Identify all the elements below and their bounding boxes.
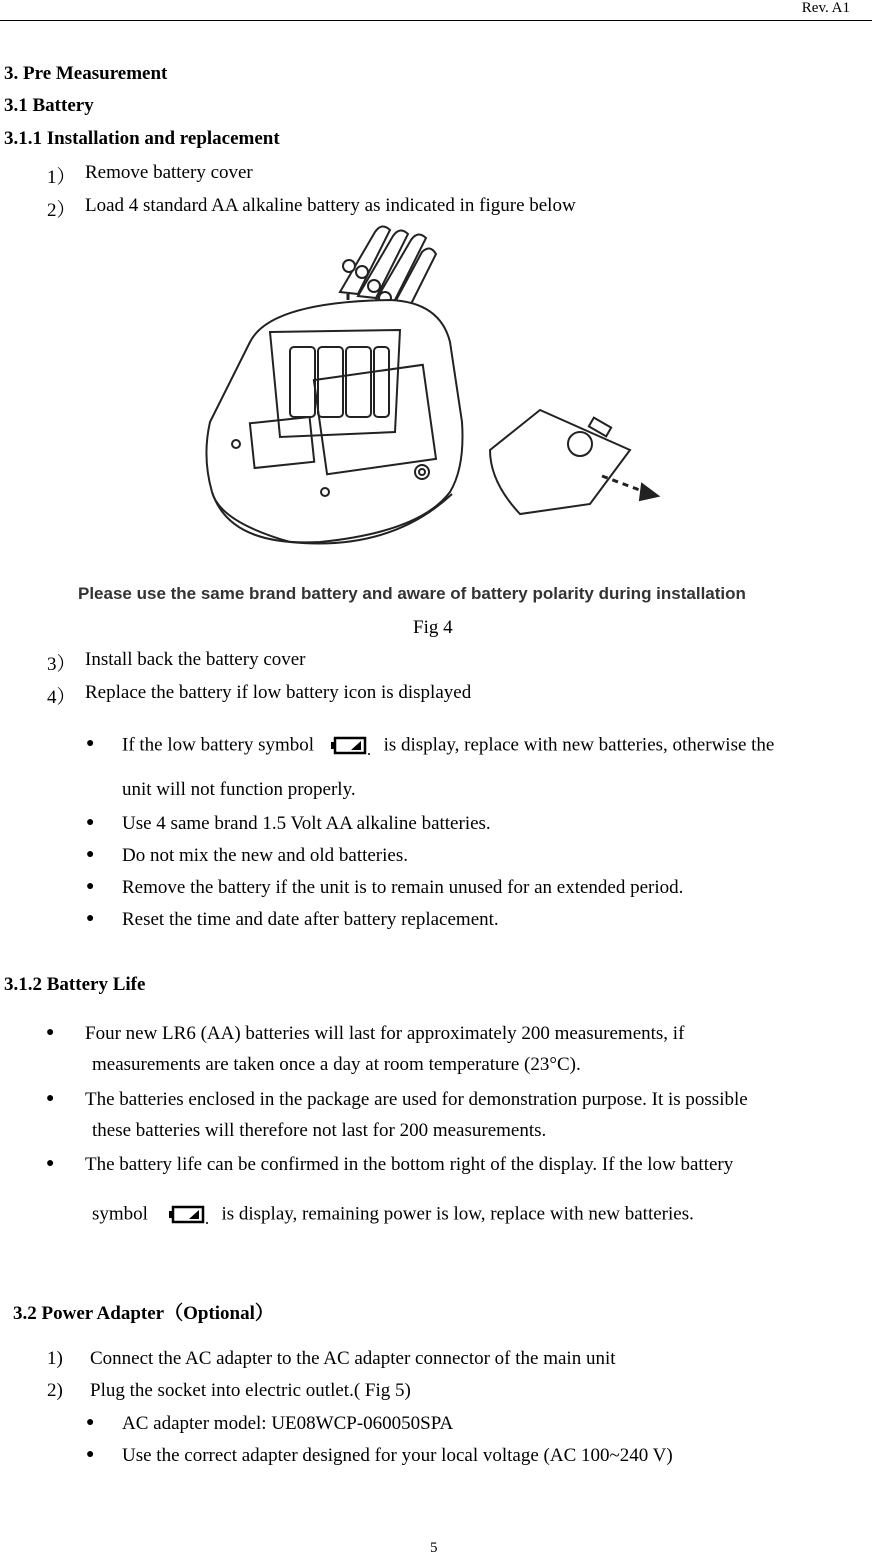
battery-life-item: The battery life can be confirmed in the bottom right of the display. If the low battery <box>85 1154 734 1175</box>
step-text: Load 4 standard AA alkaline battery as indicated in figure below <box>85 195 576 216</box>
section-heading-power-adapter: 3.2 Power Adapter（Optional） <box>13 1303 274 1324</box>
battery-life-item: The batteries enclosed in the package are used for demonstration purpose. It is possible <box>85 1089 748 1110</box>
low-battery-icon <box>325 734 373 758</box>
step-text: Connect the AC adapter to the AC adapter connector of the main unit <box>90 1348 616 1369</box>
bullet-icon: ● <box>46 1091 55 1106</box>
step-text: Install back the battery cover <box>85 649 306 670</box>
bullet-icon: ● <box>86 736 95 751</box>
section-heading-battery-life: 3.1.2 Battery Life <box>4 974 146 995</box>
aa-batteries-illustration <box>340 226 436 306</box>
bullet-icon: ● <box>86 879 95 894</box>
battery-life-item: Four new LR6 (AA) batteries will last for approximately 200 measurements, if <box>85 1023 685 1044</box>
bullet-icon: ● <box>86 1447 95 1462</box>
step-number: 1) <box>47 1348 63 1369</box>
step-number: 2） <box>47 200 76 221</box>
step-text: Plug the socket into electric outlet.( Fig 5) <box>90 1380 411 1401</box>
bullet-icon: ● <box>86 1415 95 1430</box>
low-battery-icon <box>163 1203 211 1227</box>
battery-installation-figure <box>190 222 680 567</box>
low-battery-prefix: If the low battery symbol <box>122 734 315 756</box>
header-rule <box>0 20 872 21</box>
section-heading-pre-measurement: 3. Pre Measurement <box>4 63 168 84</box>
bullet-icon: ● <box>86 847 95 862</box>
low-battery-continuation: unit will not function properly. <box>122 779 356 800</box>
section-heading-battery: 3.1 Battery <box>4 95 94 116</box>
page-number: 5 <box>430 1540 438 1556</box>
step-text: Remove battery cover <box>85 162 253 183</box>
list-item-low-battery <box>122 734 774 758</box>
list-item: AC adapter model: UE08WCP-060050SPA <box>122 1413 454 1434</box>
step-number: 1） <box>47 167 76 188</box>
step-text: Replace the battery if low battery icon is displayed <box>85 682 472 703</box>
step-number: 4） <box>47 687 76 708</box>
bullet-icon: ● <box>86 911 95 926</box>
battery-life-item-symbol-line <box>92 1203 694 1227</box>
section-heading-installation: 3.1.1 Installation and replacement <box>4 128 280 149</box>
bullet-icon: ● <box>46 1156 55 1171</box>
battery-life-item-continuation: measurements are taken once a day at room temperature (23°C). <box>92 1054 581 1075</box>
list-item: Reset the time and date after battery replacement. <box>122 909 499 930</box>
list-item: Do not mix the new and old batteries. <box>122 845 408 866</box>
step-number: 3） <box>47 654 76 675</box>
list-item: Remove the battery if the unit is to remain unused for an extended period. <box>122 877 684 898</box>
list-item: Use the correct adapter designed for your local voltage (AC 100~240 V) <box>122 1445 673 1466</box>
symbol-prefix: symbol <box>92 1203 148 1225</box>
figure-caption-text: Please use the same brand battery and aware of battery polarity during installation <box>78 584 746 603</box>
step-number: 2) <box>47 1380 63 1401</box>
bullet-icon: ● <box>46 1025 55 1040</box>
revision-label: Rev. A1 <box>801 0 850 16</box>
low-battery-suffix: is display, replace with new batteries, otherwise the <box>383 734 775 756</box>
bullet-icon: ● <box>86 815 95 830</box>
battery-life-item-continuation: these batteries will therefore not last for 200 measurements. <box>92 1120 547 1141</box>
list-item: Use 4 same brand 1.5 Volt AA alkaline batteries. <box>122 813 491 834</box>
figure-label: Fig 4 <box>413 617 453 638</box>
symbol-suffix: is display, remaining power is low, replace with new batteries. <box>221 1203 694 1225</box>
